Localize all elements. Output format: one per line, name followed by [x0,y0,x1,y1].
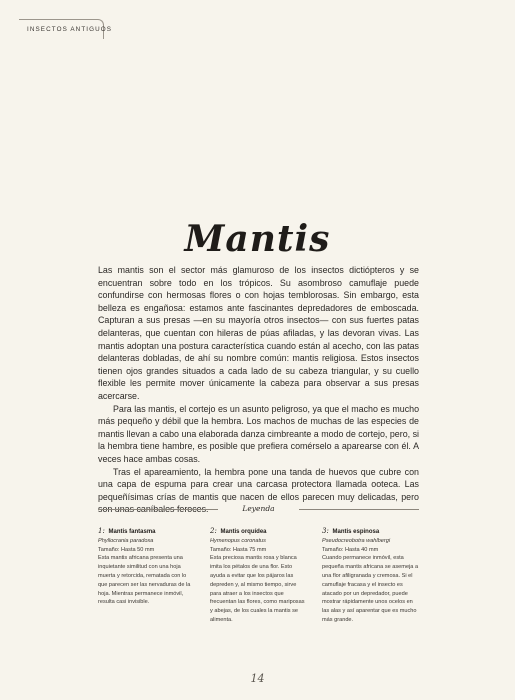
legend-item-size: Tamaño: Hasta 75 mm [210,546,267,553]
body-paragraph: Las mantis son el sector más glamuroso de los insectos dictiópteros y se encuentran sobre todo en los trópicos. Su asombroso camuflaje puede confundirse con hermosas flores o con hojas temblorosas. Sin embargo, esta belleza es engañosa: estamos ante fascinantes depredadores de emboscada. Capturan a sus presas —en su mayoría otros insectos— con sus fuertes patas delanteras, que cuentan con hileras de púas afiladas, y las devoran vivas. Las mantis adoptan una postura característica cuando están al acecho, con las patas delanteras dobladas, de ahí su nombre común: mantis religiosa. Estos insectos tienen ojos grandes situados a cada lado de su cabeza triangular, y su cuello flexible les permite mover únicamente la cabeza para observar a sus presas acercarse. [98,265,419,401]
legend-item-description: Esta preciosa mantis rosa y blanca imita los pétalos de una flor. Esto ayuda a evitar que los pájaros las depreden y, al mismo tiempo, sirve para atraer a los insectos que frecuentan las flores, como mariposas y abejas, de los cuales la mantis se alimenta. [210,555,305,623]
legend-item-title [210,527,307,537]
legend-item-name: Mantis orquídea [220,529,267,535]
body-paragraph: Para las mantis, el cortejo es un asunto peligroso, ya que el macho es mucho más pequeño y débil que la hembra. Los machos de muchas de las especies de mantis llevan a cabo una elaborada danza cimbreante a modo de cortejo, pero, si la hembra tiene hambre, es posible que prefiera comérselo a aparearse con él. A veces hace ambas cosas. [98,403,419,464]
legend-item-name: Mantis espinosa [332,529,380,535]
legend-item-number: 3: [322,527,329,535]
legend-item [98,527,195,625]
legend-rule-right [299,509,419,510]
legend-item-size: Tamaño: Hasta 50 mm [98,546,155,553]
body-paragraph: Tras el apareamiento, la hembra pone una tanda de huevos que cubre con una capa de espuma para crear una carcasa protectora llamada ooteca. Las pequeñísimas crías de mantis que nacen de ellos parecen muy delicadas, pero [98,466,419,502]
legend-item-scientific: Phyllocrania paradoxa [98,537,154,544]
section-header-label: INSECTOS ANTIGUOS [27,26,113,33]
legend-item-name: Mantis fantasma [108,529,156,535]
legend-item-description: Cuando permanece inmóvil, esta pequeña mantis africana se asemeja a una flor afiligranada y cremosa. Si el camuflaje fracasa y el insecto es atacado por un depredador, puede mostrar rápidamente unos ocelos en las alas y así aparentar que es mucho más grande. [322,555,419,623]
legend-item-description: Esta mantis africana presenta una inquietante similitud con una hoja muerta y retorcida, rematada con lo que parecen ser las nervaduras de la hoja. Mientras permanece inmóvil, resulta casi invisible. [98,555,191,606]
section-header-tab [19,19,113,39]
legend-item-scientific: Pseudocreobotra wahlbergi [322,537,391,544]
legend-item-number: 1: [98,527,105,535]
legend-item-number: 2: [210,527,217,535]
legend-item [322,527,419,625]
legend-columns [98,527,419,625]
legend-divider [98,505,419,515]
legend-item-title [322,527,419,537]
page-title: Mantis [184,218,331,260]
legend-item-title [98,527,195,537]
legend-heading: Leyenda [242,504,275,513]
page-number: 14 [250,672,265,685]
legend-item-scientific: Hymenopus coronatus [210,537,266,544]
legend-item [210,527,307,625]
legend-item-size: Tamaño: Hasta 40 mm [322,546,379,553]
article-body [98,264,419,516]
